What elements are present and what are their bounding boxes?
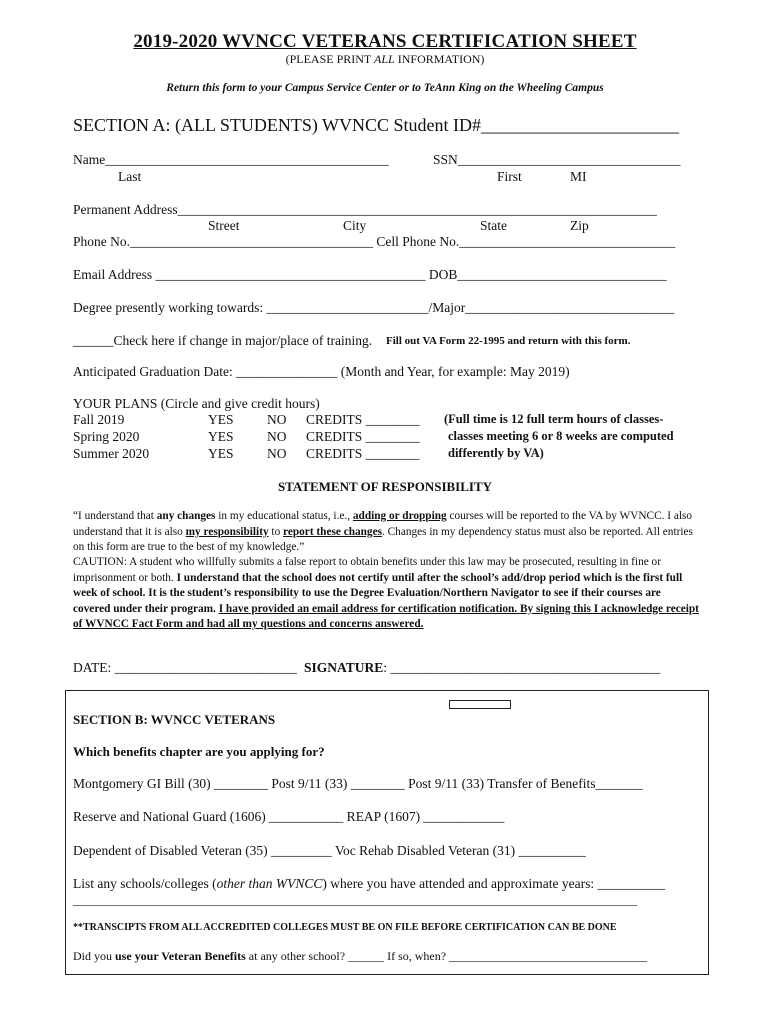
plans-heading: YOUR PLANS (Circle and give credit hours): [73, 396, 320, 411]
statement-text: “I understand that: [73, 510, 157, 522]
benefits-text: Did you: [73, 949, 115, 963]
section-b-heading: SECTION B: WVNCC VETERANS: [73, 712, 276, 727]
chapter-row-reserve[interactable]: Reserve and National Guard (1606) ___________ REAP (1607) ____________: [73, 809, 505, 824]
caution-text: : A student who willfully submits a false report to obtain benefits under this law may be prosecuted, resulting in fine or imprisonment or both.: [73, 556, 661, 584]
print-instruction-pre: (PLEASE PRINT: [285, 52, 375, 66]
no-option[interactable]: NO: [267, 446, 287, 461]
schools-text: List any schools/colleges (: [73, 876, 217, 891]
term-label: Summer 2020: [73, 446, 150, 461]
credits-field[interactable]: CREDITS ________: [306, 429, 420, 444]
credits-field[interactable]: CREDITS ________: [306, 412, 420, 427]
zip-label: Zip: [570, 218, 589, 233]
chapter-row-dependent[interactable]: Dependent of Disabled Veteran (35) _________ Voc Rehab Disabled Veteran (31) __________: [73, 843, 587, 858]
phone-field[interactable]: Phone No.____________________________________ Cell Phone No.________________________________: [73, 234, 676, 249]
transcripts-notice: **TRANSCIPTS FROM ALL ACCREDITED COLLEGES MUST BE ON FILE BEFORE CERTIFICATION CAN BE DONE: [73, 922, 617, 933]
no-option[interactable]: NO: [267, 429, 287, 444]
email-field[interactable]: Email Address ________________________________________ DOB_______________________________: [73, 267, 667, 282]
schools-field[interactable]: [73, 876, 665, 892]
va-form-note: Fill out VA Form 22-1995 and return with this form.: [386, 335, 631, 347]
benefits-text: at any other school? ______ If so, when? _________________________________: [245, 949, 648, 963]
statement-text: in my educational status, i.e.,: [215, 510, 353, 522]
return-note: Return this form to your Campus Service Center or to TeAnn King on the Wheeling Campus: [166, 82, 604, 94]
address-field[interactable]: Permanent Address_______________________________________________________________________: [73, 202, 657, 217]
print-instruction-post: INFORMATION): [394, 52, 485, 66]
statement-emphasis: adding or dropping: [352, 510, 447, 522]
page-title: 2019-2020 WVNCC VETERANS CERTIFICATION SHEET: [133, 31, 637, 52]
credits-field[interactable]: CREDITS ________: [306, 446, 420, 461]
yes-option[interactable]: YES: [208, 446, 234, 461]
ssn-field[interactable]: SSN_________________________________: [433, 152, 681, 167]
fulltime-note-line: (Full time is 12 full term hours of classes-: [444, 412, 664, 426]
section-a-heading[interactable]: SECTION A: (ALL STUDENTS) WVNCC Student ID#______________________: [73, 115, 679, 135]
caution-paragraph: [73, 555, 701, 633]
schools-italic: other than WVNCC: [216, 876, 323, 891]
caution-bold-underlined: I have provided an email address for certification notification. By signing this I acknowledge receipt of WVNCC Fact Form and had all my questions and concerns answered.: [73, 602, 699, 631]
city-label: City: [343, 218, 367, 233]
caution-bold: I understand that the school does not certify until after the school’s add/drop period which is the first full week of school. It is the student’s responsibility to use the Degree Evaluation/Northern Navigator to see if their courses are covered under their program.: [73, 571, 683, 615]
street-label: Street: [208, 218, 240, 233]
first-label: First: [497, 169, 522, 184]
last-label: Last: [118, 169, 142, 184]
signature-line: : ________________________________________: [383, 660, 661, 675]
date-field[interactable]: DATE: ___________________________: [73, 660, 297, 675]
chapter-row-gi-bill[interactable]: Montgomery GI Bill (30) ________ Post 9/11 (33) ________ Post 9/11 (33) Transfer of Benefits_______: [73, 776, 643, 791]
term-label: Spring 2020: [73, 429, 140, 444]
change-major-checkbox[interactable]: ______Check here if change in major/place of training.: [73, 333, 373, 348]
statement-paragraph: [73, 509, 701, 556]
degree-field[interactable]: Degree presently working towards: ________________________/Major_______________________________: [73, 300, 675, 315]
fulltime-note-line: differently by VA): [448, 446, 544, 460]
other-school-benefits-field[interactable]: [73, 949, 647, 964]
graduation-date-field[interactable]: Anticipated Graduation Date: _______________ (Month and Year, for example: May 2019): [73, 364, 570, 379]
term-label: Fall 2019: [73, 412, 125, 427]
mi-label: MI: [570, 169, 587, 184]
statement-text: courses will be reported to the VA by WVNCC. I also understand that it is also: [73, 510, 693, 538]
fulltime-note-line: classes meeting 6 or 8 weeks are computed: [448, 429, 674, 443]
statement-text: to: [268, 525, 284, 538]
statement-text: . Changes in my dependency status must also be reported. All entries on this form are true to the best of my knowledge.”: [73, 525, 693, 554]
signature-label: SIGNATURE: [304, 660, 384, 675]
schools-line-2[interactable]: ______________________________________________________________________________________________: [73, 893, 637, 907]
statement-heading: STATEMENT OF RESPONSIBILITY: [277, 479, 493, 494]
caution-label: CAUTION: [73, 556, 124, 568]
state-label: State: [480, 218, 507, 233]
office-use-box: [449, 700, 511, 709]
name-field[interactable]: Name__________________________________________: [73, 152, 389, 167]
schools-text: ) where you have attended and approximate years: __________: [322, 876, 666, 891]
statement-emphasis: any changes: [156, 510, 216, 522]
no-option[interactable]: NO: [267, 412, 287, 427]
benefits-bold: use your Veteran Benefits: [115, 949, 246, 963]
yes-option[interactable]: YES: [208, 412, 234, 427]
benefits-question: Which benefits chapter are you applying for?: [73, 744, 325, 759]
statement-emphasis: report these changes: [283, 525, 382, 538]
print-instruction-all: ALL: [374, 52, 395, 66]
yes-option[interactable]: YES: [208, 429, 234, 444]
print-instruction: [0, 52, 770, 67]
signature-field[interactable]: [304, 660, 660, 676]
statement-emphasis: my responsibility: [185, 525, 269, 538]
